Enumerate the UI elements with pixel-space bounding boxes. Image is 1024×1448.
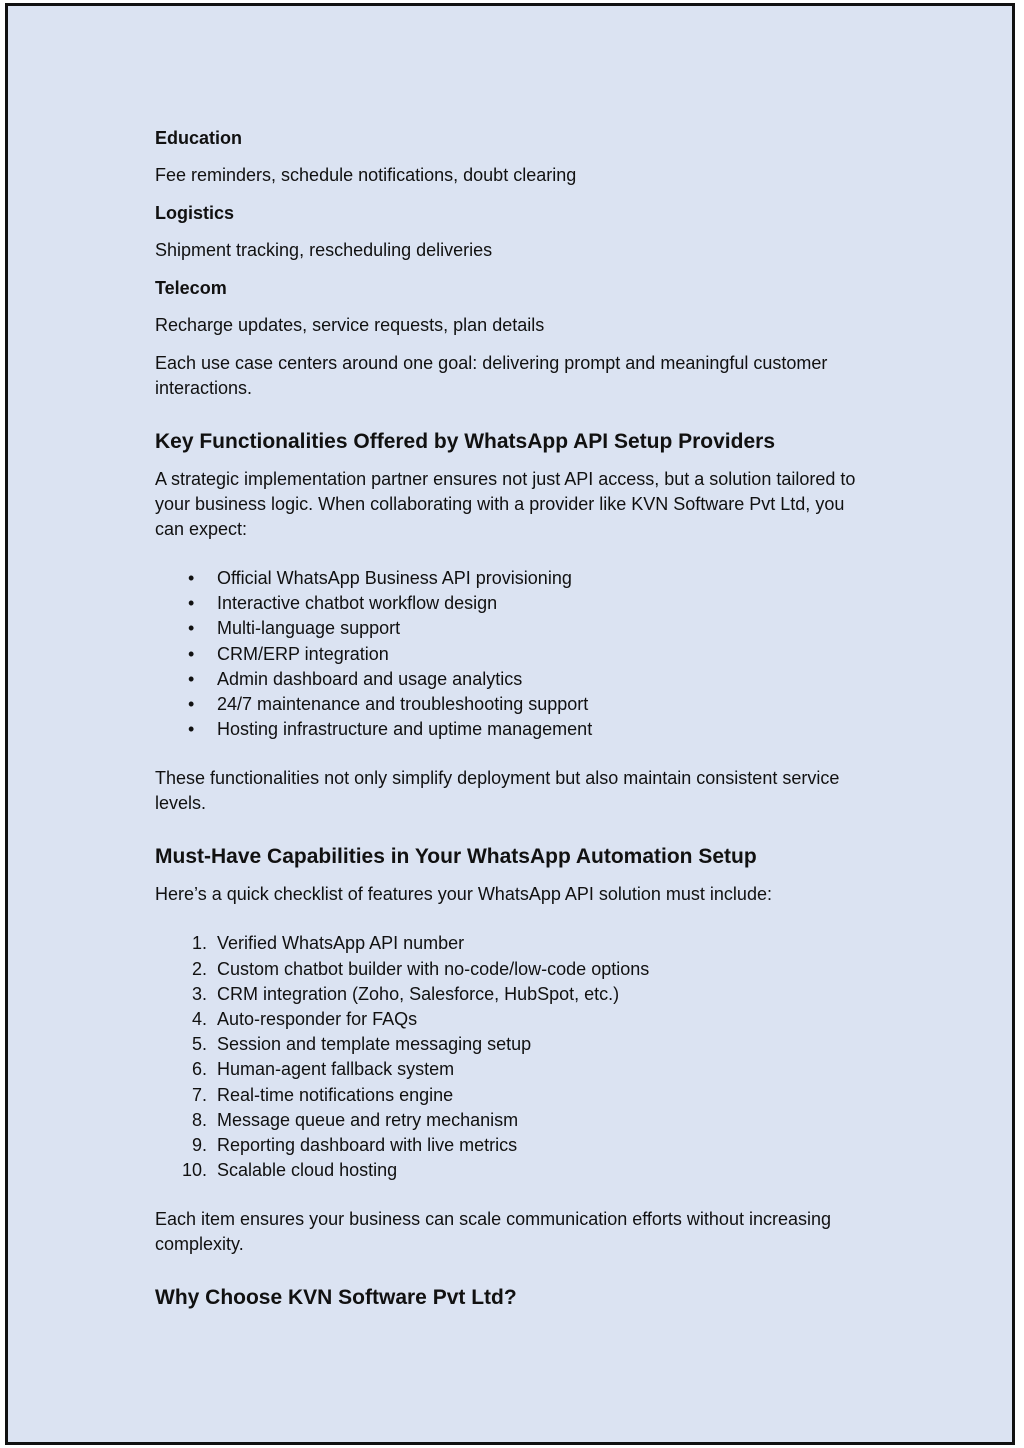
list-item xyxy=(155,1108,875,1133)
list-number: 6. xyxy=(191,1059,207,1080)
section-intro: A strategic implementation partner ensures not just API access, but a solution tailored to your business logic. When collaborating with a provider like KVN Software Pvt Ltd, you can expect: xyxy=(155,469,856,539)
list-item xyxy=(155,1007,875,1032)
list-item-text: Reporting dashboard with live metrics xyxy=(217,1135,518,1156)
use-case-label-telecom: Telecom xyxy=(155,278,227,298)
bullet-marker: • xyxy=(188,643,195,664)
use-case-summary: Each use case centers around one goal: delivering prompt and meaningful customer interactions. xyxy=(155,353,828,398)
list-item xyxy=(155,642,875,667)
list-item-text: Admin dashboard and usage analytics xyxy=(217,668,523,689)
list-number: 3. xyxy=(191,983,207,1004)
section-outro: These functionalities not only simplify deployment but also maintain consistent service levels. xyxy=(155,768,840,814)
use-case-label-education: Education xyxy=(155,128,243,148)
list-item xyxy=(155,1133,875,1158)
list-item-text: Multi-language support xyxy=(217,618,401,639)
list-item xyxy=(155,591,875,616)
use-case-text-education: Fee reminders, schedule notifications, doubt clearing xyxy=(155,165,577,185)
list-item-text: Real-time notifications engine xyxy=(217,1084,454,1105)
bullet-marker: • xyxy=(188,568,195,588)
list-number: 2. xyxy=(191,958,207,979)
section-outro: Each item ensures your business can scale communication efforts without increasing complexity. xyxy=(155,1209,832,1255)
use-case-text-logistics: Shipment tracking, rescheduling deliveries xyxy=(155,240,493,260)
list-item xyxy=(155,957,875,982)
section-heading-key-functionalities: Key Functionalities Offered by WhatsApp API Setup Providers xyxy=(155,430,775,453)
list-number: 4. xyxy=(191,1009,207,1030)
list-number: 8. xyxy=(191,1109,207,1130)
list-item xyxy=(155,1057,875,1082)
list-item xyxy=(155,1032,875,1057)
list-item xyxy=(155,692,875,717)
list-item xyxy=(155,1083,875,1108)
list-item-text: Custom chatbot builder with no-code/low-code options xyxy=(217,958,650,979)
list-item-text: CRM/ERP integration xyxy=(217,643,389,664)
list-item-text: Hosting infrastructure and uptime management xyxy=(217,719,593,740)
bullet-marker: • xyxy=(188,593,195,614)
section-heading-must-have: Must-Have Capabilities in Your WhatsApp Automation Setup xyxy=(155,845,757,869)
list-number: 5. xyxy=(191,1034,207,1055)
list-item-text: CRM integration (Zoho, Salesforce, HubSpot, etc.) xyxy=(217,983,620,1004)
bullet-marker: • xyxy=(188,618,195,639)
list-item xyxy=(155,616,875,641)
list-item xyxy=(155,1158,875,1183)
list-item-text: Session and template messaging setup xyxy=(217,1034,532,1055)
list-number: 7. xyxy=(191,1084,207,1105)
list-item-text: Verified WhatsApp API number xyxy=(217,933,465,954)
use-case-text-telecom: Recharge updates, service requests, plan details xyxy=(155,315,545,335)
page-content xyxy=(155,125,875,1313)
list-item-text: Auto-responder for FAQs xyxy=(217,1009,418,1030)
list-number: 1. xyxy=(191,933,207,954)
list-item-text: 24/7 maintenance and troubleshooting support xyxy=(217,694,589,715)
list-item-text: Message queue and retry mechanism xyxy=(217,1109,519,1130)
list-item-text: Scalable cloud hosting xyxy=(217,1160,398,1181)
list-number: 10. xyxy=(181,1160,207,1181)
list-item-text: Interactive chatbot workflow design xyxy=(217,593,498,614)
section-intro: Here’s a quick checklist of features your WhatsApp API solution must include: xyxy=(155,884,772,905)
capability-checklist xyxy=(155,931,875,1183)
bullet-marker: • xyxy=(188,668,195,689)
list-item xyxy=(155,717,875,742)
bullet-marker: • xyxy=(188,694,195,715)
list-item xyxy=(155,931,875,956)
list-item-text: Human-agent fallback system xyxy=(217,1059,455,1080)
document-page xyxy=(5,3,1015,1445)
list-number: 9. xyxy=(191,1135,207,1156)
bullet-marker: • xyxy=(188,719,195,740)
functionality-list xyxy=(155,566,875,742)
section-heading-why-choose: Why Choose KVN Software Pvt Ltd? xyxy=(155,1286,517,1310)
use-case-label-logistics: Logistics xyxy=(155,203,235,223)
list-item-text: Official WhatsApp Business API provisioning xyxy=(217,568,572,588)
list-item xyxy=(155,667,875,692)
list-item xyxy=(155,566,875,591)
list-item xyxy=(155,982,875,1007)
